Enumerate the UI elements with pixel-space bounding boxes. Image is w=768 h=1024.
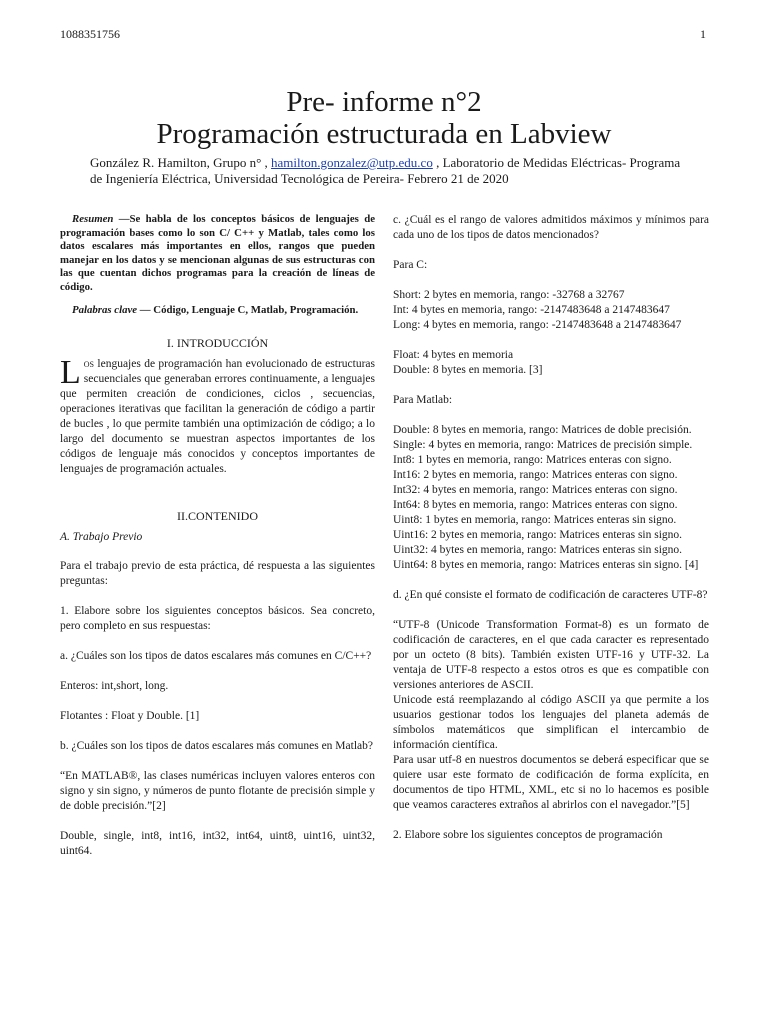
question-c: c. ¿Cuál es el rango de valores admitidos máximos y mínimos para cada uno de los tipos de datos mencionados? [393,214,709,241]
section-heading-contenido: II.CONTENIDO [177,508,258,523]
question-a: a. ¿Cuáles son los tipos de datos escalares más comunes en C/C++? [60,649,372,662]
matlab-range-line: Single: 4 bytes en memoria, rango: Matrices de precisión simple. [393,439,693,451]
question-d: d. ¿En qué consiste el formato de codificación de caracteres UTF-8? [393,589,708,601]
question-b: b. ¿Cuáles son los tipos de datos escalares más comunes en Matlab? [60,739,373,752]
keywords-text: — Código, Lenguaje C, Matlab, Programación. [137,304,359,316]
question-2: 2. Elabore sobre los siguientes conceptos de programación [393,829,663,841]
intro-text: lenguajes de programación han evolucionado de estructuras secuenciales que generaban errores continuamente, a lenguajes que permiten creación de condiciones, ciclos , secuencias, operaciones iterativas que facilitan la generación de código a partir de bucles , lo que permite también una optimización de código; a lo largo del documento se muestran aspectos importantes de los códigos de lenguaje más conocidos y conceptos importantes de lenguajes de programación actuales. [60,357,375,475]
intro-lead: os [83,357,95,370]
keywords-label: Palabras clave [72,304,138,316]
utf8-paragraph-3: Para usar utf-8 en nuestros documentos se deberá especificar que se quiere usar este formato de codificación de forma explícita, en documentos de tipo HTML, XML, etc si no lo hacemos es posible que veamos caracteres extraños al abrirlos con el navegador.”[5] [393,754,709,811]
matlab-range-line: Uint32: 4 bytes en memoria, rango: Matrices enteras sin signo. [393,544,683,556]
right-column [393,213,709,843]
page-number: 1 [700,27,706,41]
document-id: 1088351756 [60,27,120,41]
subsection-heading: A. Trabajo Previo [60,530,143,543]
paragraph-instructions: Para el trabajo previo de esta práctica, dé respuesta a las siguientes preguntas: [60,559,375,587]
matlab-range-line: Uint64: 8 bytes en memoria, rango: Matrices enteras sin signo. [4] [393,559,699,571]
drop-cap: L [60,353,81,391]
c-range-line: Short: 2 bytes en memoria, rango: -32768 a 32767 [393,289,625,301]
abstract [60,213,375,294]
title-line-2: Programación estructurada en Labview [156,118,612,150]
question-1: 1. Elabore sobre los siguientes conceptos básicos. Sea concreto, pero completo en sus respuestas: [60,604,375,632]
keywords [60,304,375,318]
left-column [60,213,375,859]
matlab-range-line: Int8: 1 bytes en memoria, rango: Matrices enteras con signo. [393,454,672,466]
matlab-range-line: Uint8: 1 bytes en memoria, rango: Matrices enteras sin signo. [393,514,677,526]
quote-matlab: “En MATLAB®, las clases numéricas incluyen valores enteros con signo y sin signo, y números de punto flotante de precisión simple y de doble precisión.”[2] [60,769,375,812]
title-line-1: Pre- informe n°2 [286,86,482,118]
c-double-line: Double: 8 bytes en memoria. [3] [393,364,543,376]
matlab-range-line: Double: 8 bytes en memoria, rango: Matrices de doble precisión. [393,424,692,436]
utf8-paragraph-1: “UTF-8 (Unicode Transformation Format-8) es un formato de codificación de caracteres, en el que cada caracter es representado por un octeto (8 bits). También existen UTF-16 y UTF-32. La ventaja de UTF-8 respecto a estos otros es que es compatible con versiones anteriores de ASCII. [393,619,709,691]
answer-enteros: Enteros: int,short, long. [60,679,169,692]
affiliation-text: , Laboratorio de Medidas Eléctricas- Programa de Ingeniería Eléctrica, Universidad Tecnológica de Pereira- Febrero 21 de 2020 [90,155,681,186]
matlab-range-line: Int64: 8 bytes en memoria, rango: Matrices enteras con signo. [393,499,678,511]
author-email-link[interactable]: hamilton.gonzalez@utp.edu.co [271,155,433,170]
c-range-line: Long: 4 bytes en memoria, rango: -2147483648 a 2147483647 [393,319,682,331]
abstract-label: Resumen [72,213,114,225]
author-name: González R. Hamilton, Grupo n° , [90,155,272,170]
utf8-paragraph-2: Unicode está reemplazando al código ASCII ya que permite a los usuarios gestionar todos los lenguajes del planeta además de símbolos matemáticos que simplifican el intercambio de información científica. [393,694,709,751]
author-affiliation [90,155,690,187]
para-matlab-label: Para Matlab: [393,394,453,406]
c-float-line: Float: 4 bytes en memoria [393,349,514,361]
answer-matlab-types: Double, single, int8, int16, int32, int64, uint8, uint16, uint32, uint64. [60,829,375,857]
intro-paragraph [60,353,375,477]
abstract-text: —Se habla de los conceptos básicos de lenguajes de programación bases como lo son C/ C++ y Matlab, tales como los datos escalares más importantes en ellos, rangos que pueden manejar en los datos y se mencionan algunas de sus estructuras con las que cuentan dichos programas para la creación de líneas de código. [60,213,375,293]
c-range-line: Int: 4 bytes en memoria, rango: -2147483648 a 2147483647 [393,304,670,316]
section-heading-introduccion: I. INTRODUCCIÓN [166,335,269,350]
matlab-range-line: Uint16: 2 bytes en memoria, rango: Matrices enteras sin signo. [393,529,683,541]
answer-flotantes: Flotantes : Float y Double. [1] [60,709,200,722]
matlab-range-line: Int16: 2 bytes en memoria, rango: Matrices enteras con signo. [393,469,678,481]
matlab-range-line: Int32: 4 bytes en memoria, rango: Matrices enteras con signo. [393,484,678,496]
para-c-label: Para C: [393,259,428,271]
